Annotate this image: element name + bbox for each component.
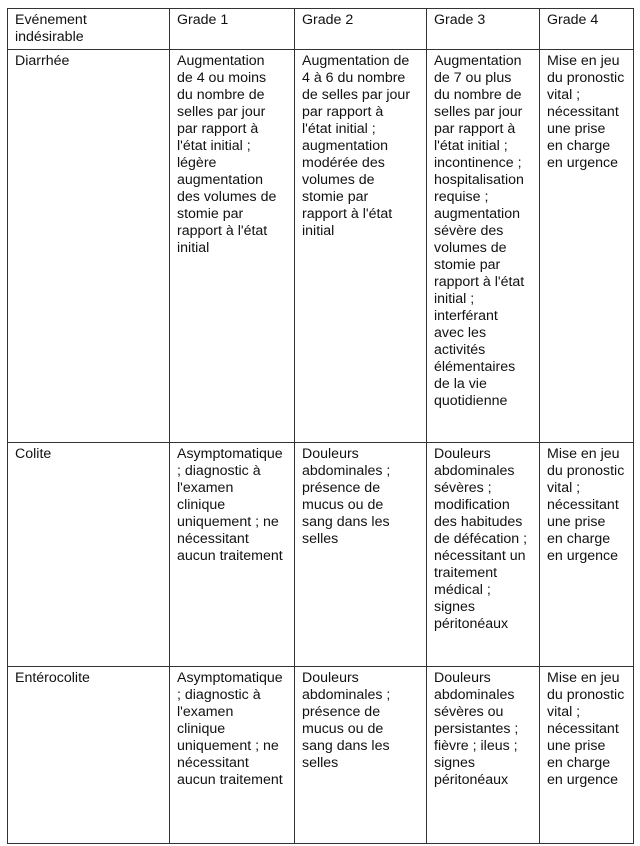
grade-4-cell: Mise en jeu du pronostic vital ; nécessitant une prise en charge en urgence: [540, 667, 634, 844]
grade-3-cell: Douleurs abdominales sévères ou persistantes ; fièvre ; ileus ; signes péritonéaux: [427, 667, 540, 844]
table-row-diarrhee: [8, 50, 634, 443]
table-row-colite: [8, 443, 634, 667]
table-row-enterocolite: [8, 667, 634, 844]
grade-2-cell: Douleurs abdominales ; présence de mucus ou de sang dans les selles: [295, 667, 427, 844]
event-name-cell: Colite: [8, 443, 170, 667]
grade-2-cell: Augmentation de 4 à 6 du nombre de selles par jour par rapport à l'état initial ; augmentation modérée des volumes de stomie par rapport à l'état initial: [295, 50, 427, 443]
event-name-cell: Diarrhée: [8, 50, 170, 443]
grade-4-cell: Mise en jeu du pronostic vital ; nécessitant une prise en charge en urgence: [540, 443, 634, 667]
header-grade-2: Grade 2: [295, 9, 427, 50]
grade-3-cell: Douleurs abdominales sévères ; modification des habitudes de défécation ; nécessitant un traitement médical ; signes péritonéaux: [427, 443, 540, 667]
grade-2-cell: Douleurs abdominales ; présence de mucus ou de sang dans les selles: [295, 443, 427, 667]
header-grade-1: Grade 1: [170, 9, 295, 50]
header-grade-4: Grade 4: [540, 9, 634, 50]
grade-1-cell: Augmentation de 4 ou moins du nombre de selles par jour par rapport à l'état initial ; légère augmentation des volumes de stomie par rapport à l'état initial: [170, 50, 295, 443]
header-adverse-event: Evénement indésirable: [8, 9, 170, 50]
event-name-cell: Entérocolite: [8, 667, 170, 844]
grade-4-cell: Mise en jeu du pronostic vital ; nécessitant une prise en charge en urgence: [540, 50, 634, 443]
header-grade-3: Grade 3: [427, 9, 540, 50]
adverse-events-grade-table: [7, 8, 634, 844]
grade-1-cell: Asymptomatique ; diagnostic à l'examen clinique uniquement ; ne nécessitant aucun traitement: [170, 667, 295, 844]
table-header-row: [8, 9, 634, 50]
grade-1-cell: Asymptomatique ; diagnostic à l'examen clinique uniquement ; ne nécessitant aucun traitement: [170, 443, 295, 667]
grade-3-cell: Augmentation de 7 ou plus du nombre de selles par jour par rapport à l'état initial ; incontinence ; hospitalisation requise ; augmentation sévère des volumes de stomie par rapport à l'état initial ; interférant avec les activités élémentaires de la vie quotidienne: [427, 50, 540, 443]
